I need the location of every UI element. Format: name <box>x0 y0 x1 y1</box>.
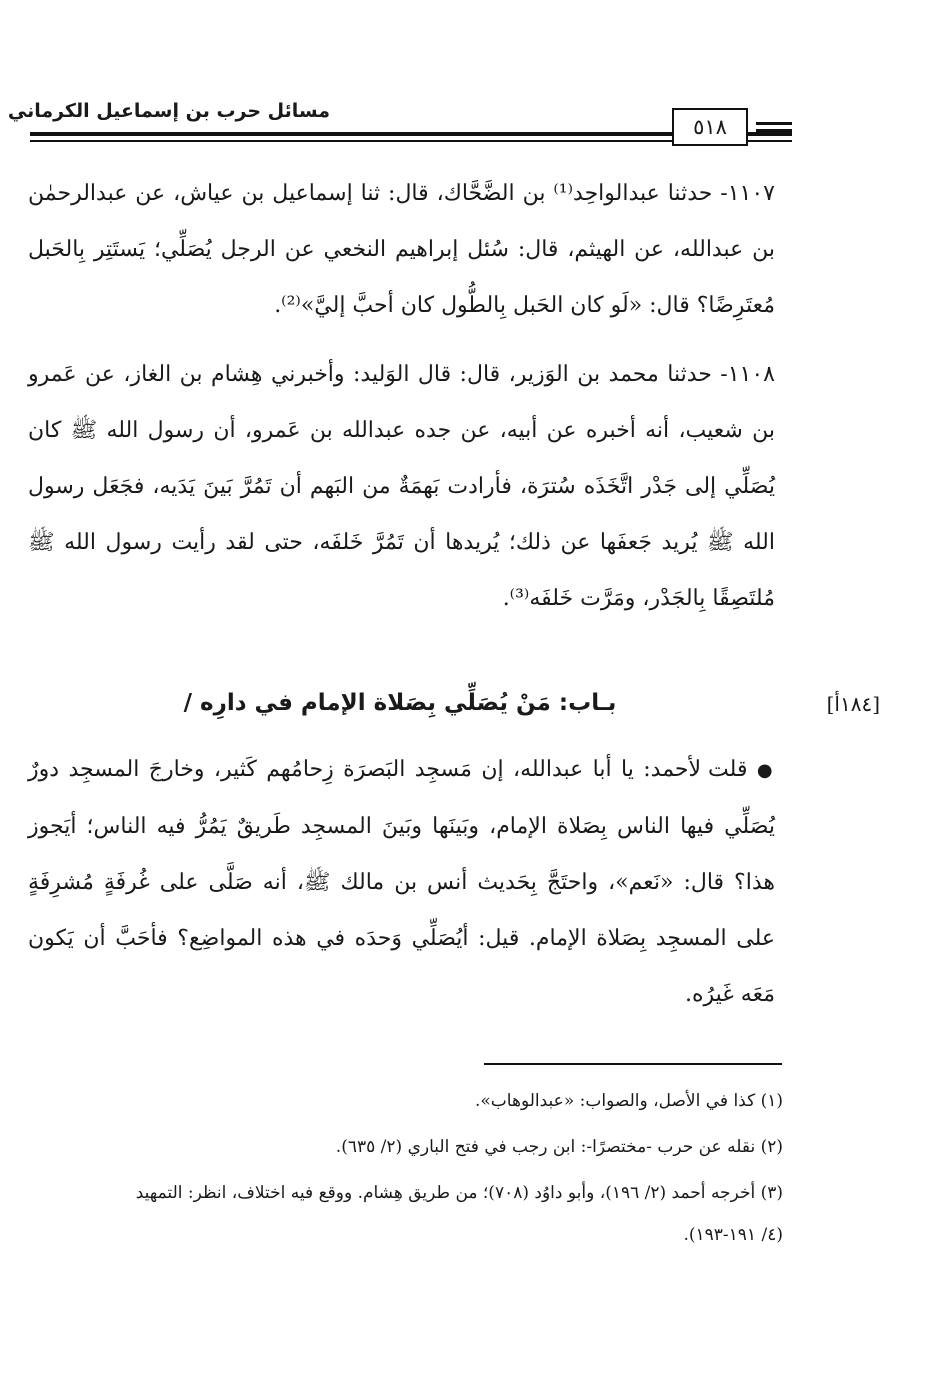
footnote-text: (١) كذا في الأصل، والصواب: «عبدالوهاب». <box>474 1091 783 1111</box>
hadith-1107 <box>28 166 775 334</box>
page-number: ٥١٨ <box>672 108 748 146</box>
bullet-icon: ● <box>756 760 775 781</box>
footnote <box>28 1172 783 1256</box>
footnote-text-continued: (٤/ ١٩١-١٩٣). <box>683 1225 783 1245</box>
footnote-text: (٣) أخرجه أحمد (٢/ ١٩٦)، وأبو داوُد (٧٠٨)؛ من طريق هِشام. ووقع فيه اختلاف، انظر: التمهيد <box>135 1183 783 1203</box>
manuscript-folio-ref: [١٨٤أ] <box>826 692 880 716</box>
header-ornament-rule <box>756 122 792 125</box>
running-header <box>7 96 792 156</box>
footnote <box>28 1080 783 1122</box>
footnote-separator <box>484 1063 782 1065</box>
footnote-text: (٢) نقله عن حرب -مختصرًا-: ابن رجب في فتح الباري (٢/ ٦٣٥). <box>335 1137 783 1157</box>
hadith-text: ١١٠٨- حدثنا محمد بن الوَزير، قال: قال الوَليد: وأخبرني هِشام بن الغاز، عن عَمرو بن شعيب، أنه أخبره عن أبيه، عن جده عبدالله بن عَمرو، أن رسول الله ﷺ كان يُصَلِّي إلى جَدْر اتَّخَذَه سُترَة، فأرادت بَهمَةٌ من البَهم أن تَمُرَّ بَينَ يَدَيه، فجَعَل رسول الله ﷺ يُريد جَعفَها عن ذلك؛ يُريدها أن تَمُرَّ خَلفَه، حتى لقد رأيت رسول الله ﷺ مُلتَصِقًا بِالجَدْر، ومَرَّت خَلفَه⁽³⁾. <box>28 362 775 611</box>
book-title: مسائل حرب بن إسماعيل الكرماني <box>7 100 330 122</box>
question-block <box>28 742 775 1023</box>
footnote <box>28 1126 783 1168</box>
question-text: قلت لأحمد: يا أبا عبدالله، إن مَسجِد البَصرَة زِحامُهم كَثير، وخارجَ المسجِد دورٌ يُصَلِّي فيها الناس بِصَلاة الإمام، وبَينَها وبَينَ المسجِد طَريقٌ يَمُرُّ فيه الناس؛ أيَجوز هذا؟ قال: «نَعم»، واحتَجَّ بِحَديث أنس بن مالك ﷺ، أنه صَلَّى على غُرفَةٍ مُشرِفَةٍ على المسجِد بِصَلاة الإمام. قيل: أيُصَلِّي وَحدَه في هذه المواضِع؟ فأحَبَّ أن يَكون مَعَه غَيرُه. <box>28 757 775 1007</box>
hadith-1108 <box>28 347 775 627</box>
chapter-heading: بـاب: مَنْ يُصَلِّي بِصَلاة الإمام في دارِه / <box>183 690 617 716</box>
hadith-text: ١١٠٧- حدثنا عبدالواحِد⁽¹⁾ بن الضَّحَّاك، قال: ثنا إسماعيل بن عياش، عن عبدالرحمٰن بن عبدالله، عن الهيثم، قال: سُئل إبراهيم النخعي عن الرجل يُصَلِّي؛ يَستَتِر بِالحَبل مُعتَرِضًا؟ قال: «لَو كان الحَبل بِالطُّول كان أحبَّ إليَّ»⁽²⁾. <box>28 181 775 318</box>
header-ornament-rule <box>756 129 792 132</box>
question-paragraph <box>28 742 775 1023</box>
footnotes <box>28 1080 783 1260</box>
